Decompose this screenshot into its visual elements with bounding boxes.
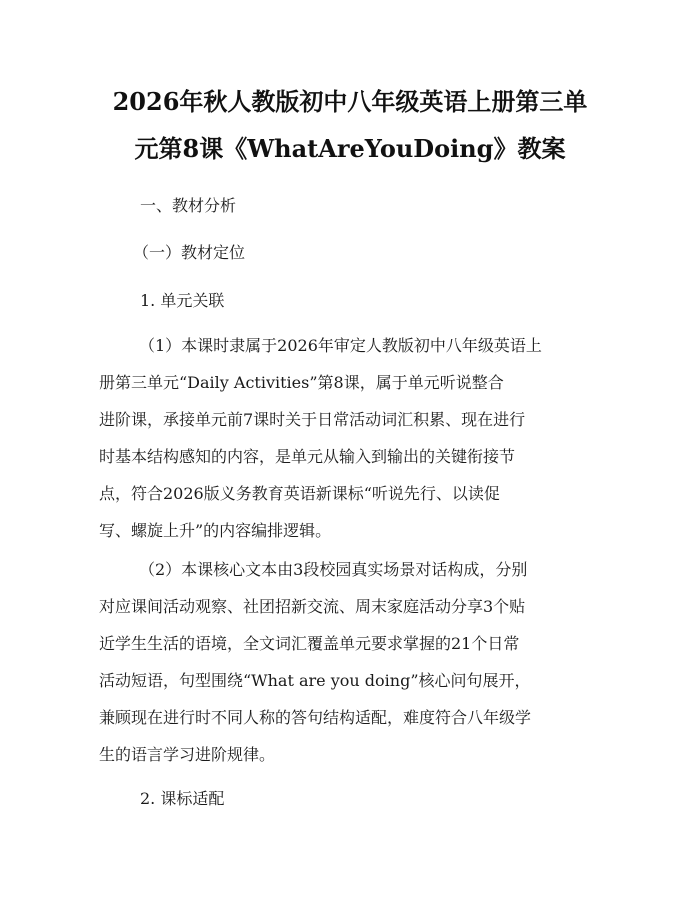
paragraph-2: [99, 551, 619, 773]
item-2-heading: 2. 课标适配: [140, 789, 225, 808]
paragraph-1-line: 写、螺旋上升”的内容编排逻辑。: [99, 521, 332, 540]
paragraph-1-line: 册第三单元“Daily Activities”第8课，属于单元听说整合: [99, 373, 504, 392]
paragraph-2-line: 近学生生活的语境，全文词汇覆盖单元要求掌握的21个日常: [99, 634, 520, 653]
paragraph-1-line: 进阶课，承接单元前7课时关于日常活动词汇积累、现在进行: [99, 410, 526, 429]
section-heading: 一、教材分析: [140, 196, 237, 215]
paragraph-2-line: 兼顾现在进行时不同人称的答句结构适配，难度符合八年级学: [99, 708, 532, 727]
subsection-heading: （一）教材定位: [133, 243, 246, 262]
document-title-line-1: 2026年秋人教版初中八年级英语上册第三单: [112, 87, 588, 116]
paragraph-1: [99, 327, 619, 549]
paragraph-1-line: 时基本结构感知的内容，是单元从输入到输出的关键衔接节: [99, 447, 516, 466]
paragraph-1-line: （1）本课时隶属于2026年审定人教版初中八年级英语上: [139, 336, 542, 355]
paragraph-2-line: 生的语言学习进阶规律。: [99, 745, 276, 764]
paragraph-2-line: （2）本课核心文本由3段校园真实场景对话构成，分别: [139, 560, 528, 579]
paragraph-2-line: 对应课间活动观察、社团招新交流、周末家庭活动分享3个贴: [99, 597, 526, 616]
paragraph-2-line: 活动短语，句型围绕“What are you doing”核心问句展开，: [99, 671, 531, 690]
paragraph-1-line: 点，符合2026版义务教育英语新课标“听说先行、以读促: [99, 484, 500, 503]
document-title-line-2: 元第8课《WhatAreYouDoing》教案: [134, 134, 566, 163]
item-1-heading: 1. 单元关联: [140, 291, 225, 310]
